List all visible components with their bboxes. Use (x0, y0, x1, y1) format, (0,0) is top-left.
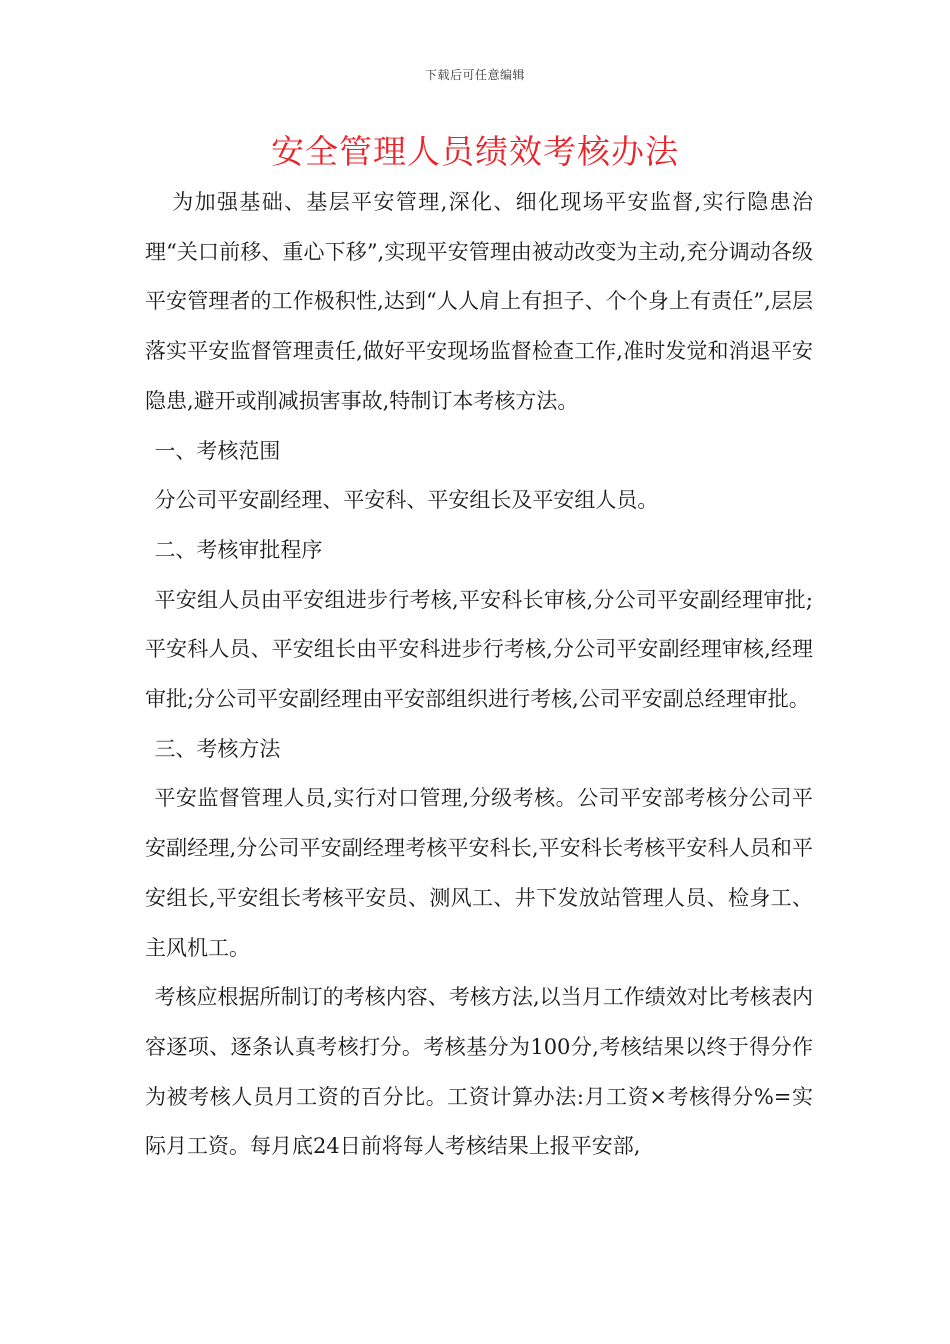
intro-paragraph: 为加强基础、基层平安管理,深化、细化现场平安监督,实行隐患治理“关口前移、重心下移”,实现平安管理由被动改变为主动,充分调动各级平安管理者的工作极积性,达到“人人肩上有担子、个个身上有责任”,层层落实平安监督管理责任,做好平安现场监督检查工作,准时发觉和消退平安隐患,避开或削减损害事故,特制订本考核方法。 (145, 190, 813, 413)
page-title: 安全管理人员绩效考核办法 (271, 132, 679, 171)
section-heading-approval: 二、考核审批程序 (154, 537, 323, 562)
scope-paragraph: 分公司平安副经理、平安科、平安组长及平安组人员。 (154, 488, 659, 513)
section-heading-scope: 一、考核范围 (154, 438, 281, 463)
header-note: 下载后可任意编辑 (424, 68, 525, 82)
section-heading-method: 三、考核方法 (154, 736, 281, 761)
scoring-paragraph: 考核应根据所制订的考核内容、考核方法,以当月工作绩效对比考核表内容逐项、逐条认真考核打分。考核基分为100分,考核结果以终于得分作为被考核人员月工资的百分比。工资计算办法:月工资×考核得分%=实际月工资。每月底24日前将每人考核结果上报平安部, (145, 985, 813, 1159)
approval-paragraph: 平安组人员由平安组进步行考核,平安科长审核,分公司平安副经理审批;平安科人员、平安组长由平安科进步行考核,分公司平安副经理审核,经理审批;分公司平安副经理由平安部组织进行考核,公司平安副总经理审批。 (145, 587, 813, 712)
document-body (145, 178, 813, 1172)
method-paragraph: 平安监督管理人员,实行对口管理,分级考核。公司平安部考核分公司平安副经理,分公司平安副经理考核平安科长,平安科长考核平安科人员和平安组长,平安组长考核平安员、测风工、井下发放站管理人员、检身工、主风机工。 (145, 786, 813, 960)
